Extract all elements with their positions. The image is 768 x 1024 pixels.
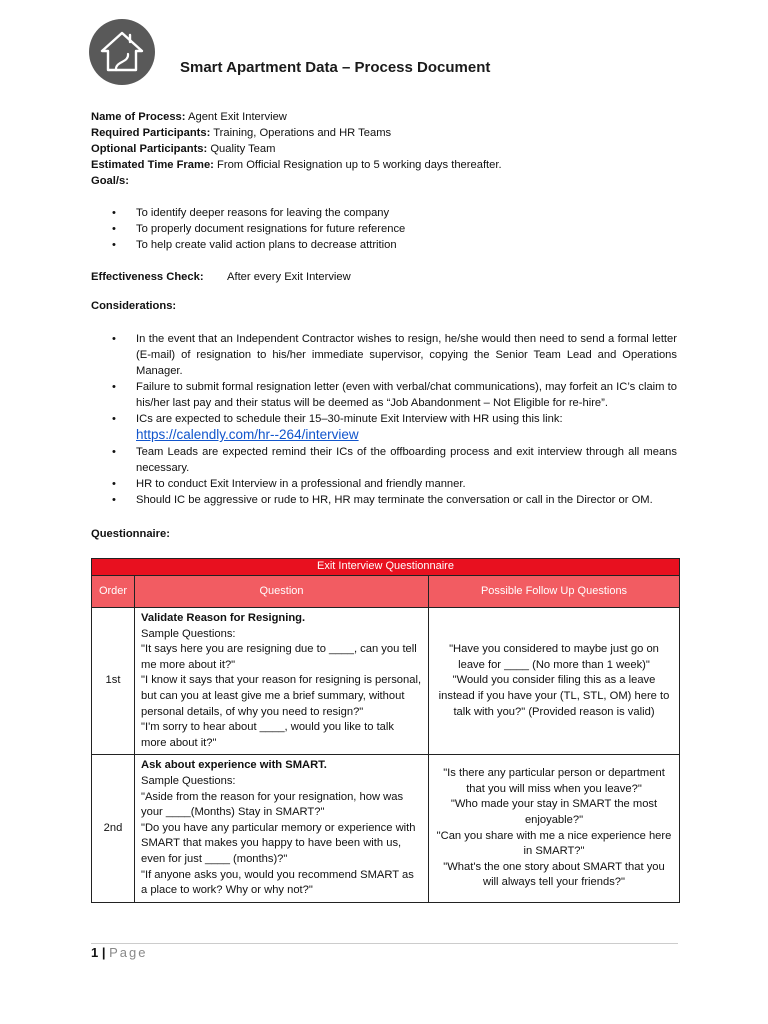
consideration-text: ICs are expected to schedule their 15–30-minute Exit Interview with HR using this link:: [136, 413, 563, 425]
optional-participants-value: Quality Team: [210, 143, 276, 155]
optional-participants-label: Optional Participants:: [91, 143, 208, 155]
sample-question: "Aside from the reason for your resignation, how was your ____(Months) Stay in SMART?": [141, 790, 404, 819]
followup-cell: [429, 755, 680, 902]
consideration-item: [112, 411, 677, 444]
consideration-item: • HR to conduct Exit Interview in a professional and friendly manner.: [112, 476, 677, 492]
followup-question: "Can you share with me a nice experience here in SMART?": [436, 829, 672, 858]
process-name-row: [91, 109, 502, 125]
time-frame-label: Estimated Time Frame:: [91, 159, 214, 171]
sample-question: "I know it says that your reason for resigning is personal, but can you at least give me a brief summary, without personal details, of why you need to resign?": [141, 674, 422, 718]
required-participants-row: [91, 125, 502, 141]
effectiveness-check-label: Effectiveness Check:: [91, 271, 204, 283]
goal-item: • To properly document resignations for future reference: [112, 221, 405, 237]
table-caption: Exit Interview Questionnaire: [92, 559, 680, 576]
goals-row: [91, 173, 502, 189]
sample-question: "Do you have any particular memory or experience with SMART that makes you happy to have been with us, even for just ____ (months)?": [141, 821, 416, 865]
followup-question: "Who made your stay in SMART the most enjoyable?": [450, 798, 658, 826]
sample-question: "If anyone asks you, would you recommend SMART as a place to work? Why or why not?": [141, 868, 414, 897]
question-cell: [135, 608, 429, 755]
page-number: 1: [91, 945, 99, 960]
column-header-followup: Possible Follow Up Questions: [429, 576, 680, 608]
followup-question: "Would you consider filing this as a leave instead if you have your (TL, STL, OM) here to talk with you?" (Provided reason is valid): [438, 674, 670, 718]
sample-question: "It says here you are resigning due to ____, can you tell me more about it?": [141, 643, 417, 671]
followup-question: "Have you considered to maybe just go on leave for ____ (No more than 1 week)": [449, 643, 659, 671]
process-name-label: Name of Process:: [91, 111, 186, 123]
followup-cell: [429, 608, 680, 755]
document-title: Smart Apartment Data – Process Document: [180, 59, 491, 76]
question-heading: Validate Reason for Resigning.: [141, 612, 306, 624]
consideration-item: • Should IC be aggressive or rude to HR, HR may terminate the conversation or call in the Director or OM.: [112, 492, 677, 508]
page-footer: [91, 945, 148, 960]
goal-item: • To identify deeper reasons for leaving the company: [112, 205, 405, 221]
sample-label: Sample Questions:: [141, 774, 236, 787]
column-header-question: Question: [135, 576, 429, 608]
time-frame-value: From Official Resignation up to 5 working days thereafter.: [217, 159, 502, 171]
goals-list: [112, 205, 405, 253]
followup-question: "Is there any particular person or department that you will miss when you leave?": [443, 767, 665, 795]
questionnaire-table: [91, 558, 680, 903]
column-header-order: Order: [92, 576, 135, 608]
required-participants-value: Training, Operations and HR Teams: [213, 127, 392, 139]
required-participants-label: Required Participants:: [91, 127, 211, 139]
consideration-item: • In the event that an Independent Contractor wishes to resign, he/she would then need to send a formal letter (E-mail) of resignation to his/her immediate supervisor, copying the Senior Team Lead and Operations Manager.: [112, 331, 677, 379]
process-name-value: Agent Exit Interview: [188, 111, 287, 123]
time-frame-row: [91, 157, 502, 173]
footer-divider: [91, 943, 678, 944]
consideration-item: • Failure to submit formal resignation letter (even with verbal/chat communications), may forfeit an IC’s claim to his/her last pay and their status will be deemed as “Job Abandonment – Not Eligible for re-hire”.: [112, 379, 677, 411]
goal-item: • To help create valid action plans to decrease attrition: [112, 237, 405, 253]
table-row: [92, 755, 680, 902]
calendly-link[interactable]: https://calendly.com/hr--264/interview: [136, 427, 359, 442]
effectiveness-check-value: After every Exit Interview: [227, 271, 351, 283]
question-cell: [135, 755, 429, 902]
considerations-title: Considerations:: [91, 300, 177, 312]
order-cell: 2nd: [92, 755, 135, 902]
sample-label: Sample Questions:: [141, 627, 236, 640]
house-icon: [89, 19, 155, 85]
goals-label: Goal/s:: [91, 175, 129, 187]
considerations-list: [112, 331, 677, 508]
footer-separator: |: [101, 945, 106, 960]
consideration-item: • Team Leads are expected remind their ICs of the offboarding process and exit interview through all means necessary.: [112, 444, 677, 476]
page-label: Page: [109, 945, 148, 960]
questionnaire-title: Questionnaire:: [91, 528, 170, 540]
effectiveness-check: [91, 269, 351, 285]
sample-question: "I'm sorry to hear about ____, would you like to talk more about it?": [141, 721, 394, 749]
followup-question: "What's the one story about SMART that you will always tell your friends?": [443, 860, 665, 889]
process-meta: [91, 109, 502, 189]
optional-participants-row: [91, 141, 502, 157]
table-row: [92, 608, 680, 755]
order-cell: 1st: [92, 608, 135, 755]
question-heading: Ask about experience with SMART.: [141, 759, 327, 772]
